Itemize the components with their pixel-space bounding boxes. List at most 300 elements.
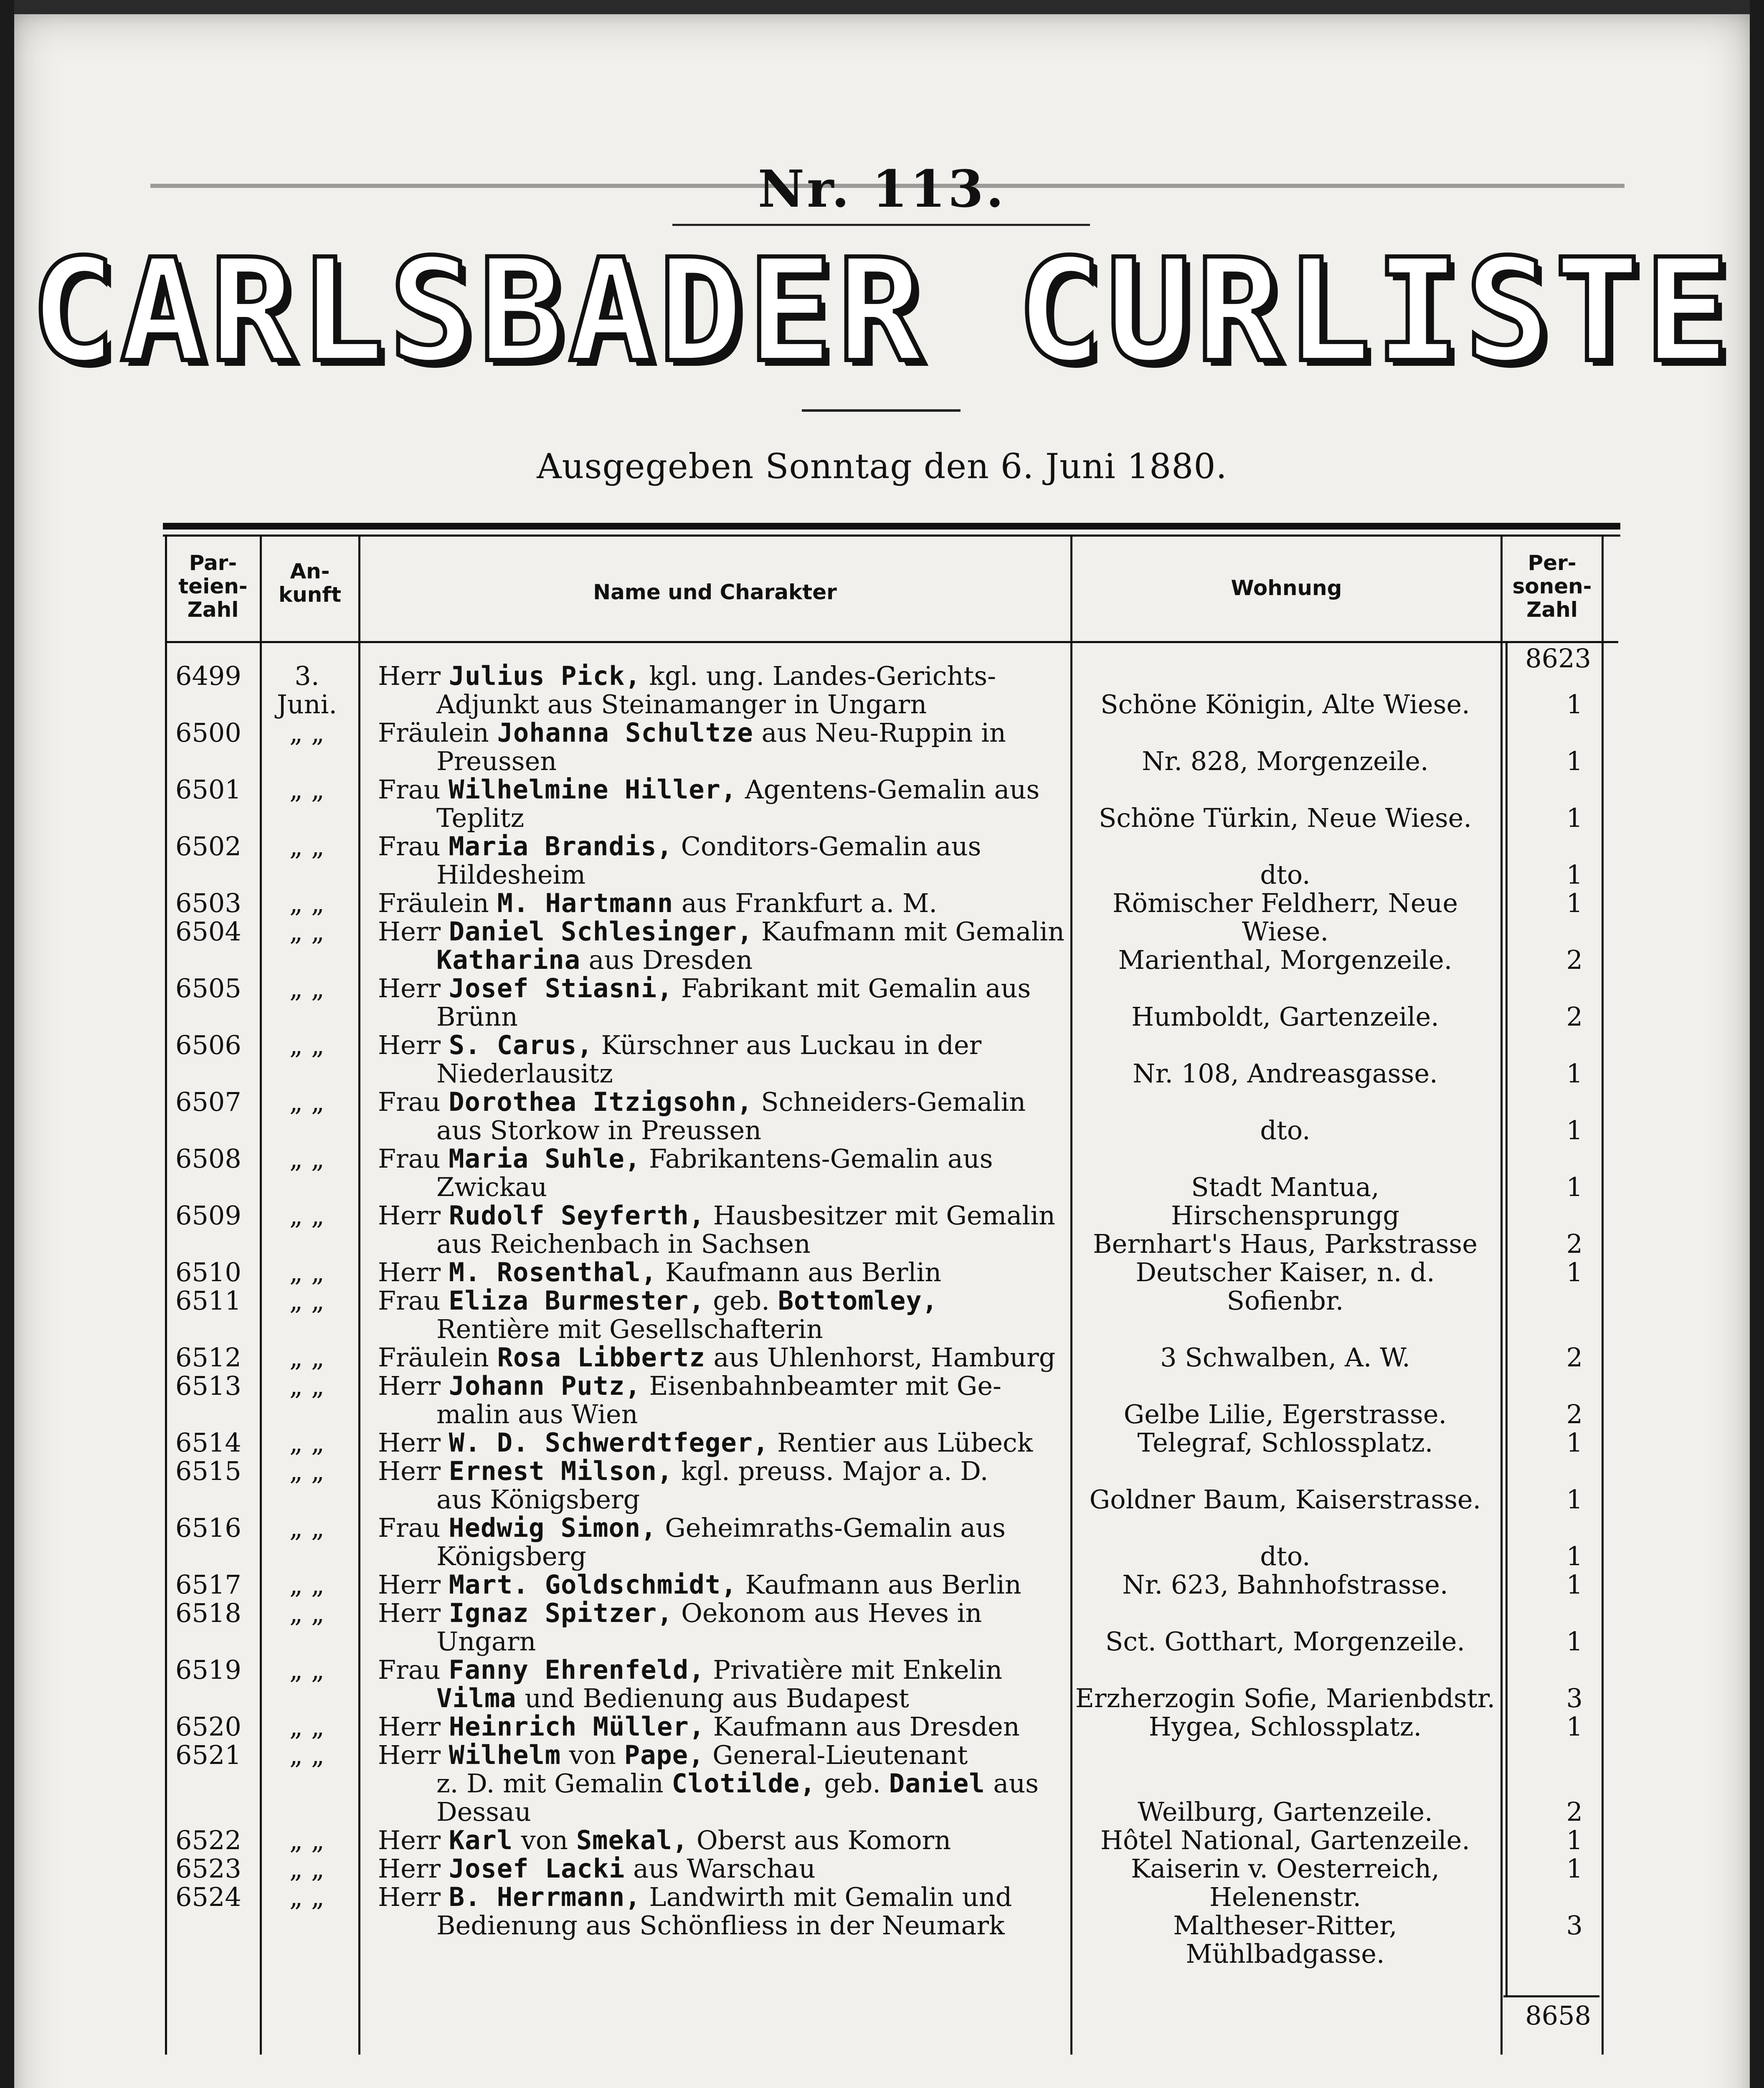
name-line	[378, 1343, 1069, 1372]
companion-name: Clotilde,	[672, 1768, 816, 1799]
name-and-character	[378, 1372, 1069, 1429]
page-title: CARLSBADER CURLISTE	[30, 228, 1734, 394]
persons-count: 1	[1566, 859, 1583, 890]
title-prefix: Frau	[378, 1655, 441, 1685]
arrival-date: „ „	[289, 1569, 324, 1600]
persons-count: 1	[1566, 1541, 1583, 1571]
party-number: 6521	[175, 1740, 241, 1770]
party-number: 6512	[175, 1342, 241, 1373]
guest-description: Fabrikant mit Gemalin aus	[681, 973, 1031, 1003]
residence: Hygea, Schlossplatz.	[1148, 1711, 1422, 1742]
guest-name: Johanna Schultze	[497, 717, 753, 748]
party-number: 6504	[175, 916, 241, 947]
name-line	[378, 832, 1069, 861]
table-row	[0, 1741, 1764, 1826]
name-line	[378, 1883, 1069, 1911]
guest-description: Adjunkt aus Steinamanger in Ungarn	[436, 689, 927, 720]
guest-description: Kaufmann aus Berlin	[665, 1257, 942, 1287]
party-number: 6508	[175, 1143, 241, 1174]
guest-name: Fanny Ehrenfeld,	[449, 1655, 705, 1685]
name-line	[378, 1741, 1069, 1769]
residence: 3 Schwalben, A. W.	[1160, 1342, 1410, 1373]
arrival-date: „ „	[289, 1853, 324, 1884]
residence: Marienthal, Morgenzeile.	[1118, 945, 1452, 975]
name-line	[378, 1457, 1069, 1485]
residence: Kaiserin v. Oesterreich, Helenenstr.	[1131, 1853, 1440, 1912]
guest-description: Königsberg	[436, 1541, 586, 1571]
name-and-character	[378, 974, 1069, 1031]
party-number: 6499	[175, 661, 241, 691]
residence: Gelbe Lilie, Egerstrasse.	[1123, 1399, 1447, 1429]
companion-name: Vilma	[436, 1683, 517, 1713]
name-and-character	[378, 1826, 1069, 1855]
guest-description: Privatière mit Enkelin	[713, 1655, 1003, 1685]
header-partei-line: teien-	[178, 574, 248, 598]
name-line	[378, 1400, 1069, 1429]
name-and-character	[378, 1656, 1069, 1713]
header-ankunft-line: An-	[290, 559, 330, 583]
residence: Goldner Baum, Kaiserstrasse.	[1089, 1484, 1481, 1515]
party-number: 6513	[175, 1371, 241, 1401]
guest-description: aus Uhlenhorst, Hamburg	[713, 1342, 1056, 1373]
name-and-character	[378, 1145, 1069, 1201]
persons-count: 1	[1566, 1058, 1583, 1089]
guest-description: z. D. mit Gemalin	[436, 1768, 664, 1799]
table-row	[0, 832, 1764, 889]
header-personen	[1503, 551, 1602, 621]
header-personen-line: Per-	[1528, 551, 1576, 575]
guest-description: geb.	[713, 1285, 770, 1316]
guest-name: Mart. Goldschmidt,	[449, 1569, 737, 1600]
name-line	[378, 690, 1069, 719]
arrival-date: „ „	[289, 1513, 324, 1543]
persons-count: 3	[1566, 1683, 1583, 1713]
name-and-character	[378, 1287, 1069, 1343]
guest-description: Preussen	[436, 746, 557, 776]
guest-description: Agentens-Gemalin aus	[745, 774, 1040, 805]
guest-name-secondary: Smekal,	[576, 1825, 689, 1855]
arrival-date: „ „	[289, 1825, 324, 1855]
persons-count: 1	[1566, 1484, 1583, 1515]
guest-name: Maria Brandis,	[449, 831, 673, 862]
guest-description: Kaufmann mit Gemalin	[761, 916, 1064, 947]
arrival-date: „ „	[289, 717, 324, 748]
table-row	[0, 1031, 1764, 1088]
party-number: 6505	[175, 973, 241, 1003]
table-top-thin-rule	[163, 535, 1620, 537]
name-and-character	[378, 832, 1069, 889]
arrival-date: „ „	[289, 1882, 324, 1912]
name-line	[378, 1542, 1069, 1571]
persons-count: 1	[1566, 1711, 1583, 1742]
name-line	[378, 1315, 1069, 1343]
total-rule	[1503, 1995, 1599, 1997]
party-number: 6522	[175, 1825, 241, 1855]
name-and-character	[378, 1741, 1069, 1826]
name-and-character	[378, 662, 1069, 719]
arrival-date: „ „	[289, 1655, 324, 1685]
persons-count: 1	[1566, 746, 1583, 776]
title-prefix: Herr	[378, 661, 441, 691]
guest-description: Oberst aus Komorn	[696, 1825, 951, 1855]
name-line	[378, 719, 1069, 747]
arrival-date: „ „	[289, 1143, 324, 1174]
guest-name: Rosa Libbertz	[497, 1342, 705, 1373]
persons-count: 2	[1566, 1229, 1583, 1259]
party-number: 6523	[175, 1853, 241, 1884]
guest-description: Conditors-Gemalin aus	[681, 831, 981, 862]
name-and-character	[378, 775, 1069, 832]
persons-count: 1	[1566, 888, 1583, 918]
arrival-date: „ „	[289, 1342, 324, 1373]
header-personen-line: sonen-	[1512, 574, 1592, 598]
guest-description: Kürschner aus Luckau in der	[601, 1030, 982, 1060]
table-row	[0, 974, 1764, 1031]
name-line	[378, 1826, 1069, 1855]
table-row	[0, 775, 1764, 832]
party-number: 6503	[175, 888, 241, 918]
party-number: 6517	[175, 1569, 241, 1600]
name-line	[378, 775, 1069, 804]
name-and-character	[378, 1343, 1069, 1372]
residence: Nr. 623, Bahnhofstrasse.	[1122, 1569, 1448, 1600]
name-and-character	[378, 1883, 1069, 1940]
guest-description: aus Frankfurt a. M.	[681, 888, 938, 918]
name-line	[378, 1429, 1069, 1457]
guest-description: von	[569, 1740, 616, 1770]
guest-name: Dorothea Itzigsohn,	[449, 1087, 753, 1117]
guest-name: W. D. Schwerdtfeger,	[449, 1427, 769, 1458]
guest-description: Eisenbahnbeamter mit Ge-	[649, 1371, 1001, 1401]
table-row	[0, 917, 1764, 974]
persons-count: 1	[1566, 1427, 1583, 1458]
arrival-date: „ „	[289, 973, 324, 1003]
party-number: 6510	[175, 1257, 241, 1287]
header-wohnung: Wohnung	[1231, 576, 1342, 600]
guest-name-secondary: Pape,	[624, 1740, 705, 1770]
guest-description: von	[521, 1825, 568, 1855]
name-and-character	[378, 1031, 1069, 1088]
party-number: 6500	[175, 717, 241, 748]
guest-description: Landwirth mit Gemalin und	[649, 1882, 1012, 1912]
name-and-character	[378, 1599, 1069, 1656]
header-ankunft	[262, 560, 358, 606]
name-line	[378, 1258, 1069, 1287]
guest-description: Kaufmann aus Dresden	[713, 1711, 1020, 1742]
name-line	[378, 1088, 1069, 1116]
header-name: Name und Charakter	[593, 580, 837, 604]
guest-name: S. Carus,	[449, 1030, 593, 1060]
name-line	[378, 1798, 1069, 1826]
title-ornament	[802, 409, 961, 412]
guest-name: Ernest Milson,	[449, 1456, 673, 1486]
name-line	[378, 1059, 1069, 1088]
guest-description: und Bedienung aus Budapest	[525, 1683, 909, 1713]
title-prefix: Herr	[378, 1200, 441, 1231]
residence: Nr. 828, Morgenzeile.	[1142, 746, 1429, 776]
name-line	[378, 662, 1069, 690]
residence: Sct. Gotthart, Morgenzeile.	[1105, 1626, 1465, 1657]
issue-number-underline	[672, 224, 1090, 226]
arrival-date: 3. Juni.	[276, 661, 337, 720]
party-number: 6515	[175, 1456, 241, 1486]
arrival-date: „ „	[289, 916, 324, 947]
residence: Erzherzogin Sofie, Marienbdstr.	[1075, 1683, 1495, 1713]
guest-description: Hildesheim	[436, 859, 586, 890]
title-prefix: Frau	[378, 1143, 441, 1174]
name-and-character	[378, 1713, 1069, 1741]
guest-description: malin aus Wien	[436, 1399, 638, 1429]
party-number: 6524	[175, 1882, 241, 1912]
guest-description: Bedienung aus Schönfliess in der Neumark	[436, 1910, 1005, 1941]
arrival-date: „ „	[289, 1200, 324, 1231]
guest-description: aus Reichenbach in Sachsen	[436, 1229, 811, 1259]
arrival-date: „ „	[289, 1740, 324, 1770]
name-line	[378, 747, 1069, 775]
title-prefix: Frau	[378, 1285, 441, 1316]
header-personen-line: Zahl	[1526, 598, 1578, 622]
guest-description: aus Königsberg	[436, 1484, 640, 1515]
guest-description: Kaufmann aus Berlin	[745, 1569, 1021, 1600]
residence: Bernhart's Haus, Parkstrasse	[1093, 1229, 1478, 1259]
party-number: 6506	[175, 1030, 241, 1060]
guest-name: Johann Putz,	[449, 1371, 641, 1401]
title-prefix: Frau	[378, 1513, 441, 1543]
persons-count: 3	[1566, 1910, 1583, 1941]
persons-count: 1	[1566, 689, 1583, 720]
name-line	[378, 1485, 1069, 1514]
title-prefix: Herr	[378, 1257, 441, 1287]
party-number: 6520	[175, 1711, 241, 1742]
name-line	[378, 1145, 1069, 1173]
title-prefix: Frau	[378, 1087, 441, 1117]
name-line	[378, 1372, 1069, 1400]
party-number: 6507	[175, 1087, 241, 1117]
title-prefix: Herr	[378, 1371, 441, 1401]
table-row	[0, 662, 1764, 719]
table-top-rule	[163, 523, 1620, 530]
header-ankunft-line: kunft	[278, 583, 342, 607]
name-and-character	[378, 1855, 1069, 1883]
persons-count: 1	[1566, 1825, 1583, 1855]
title-prefix: Frau	[378, 774, 441, 805]
guest-description: General-Lieutenant	[712, 1740, 968, 1770]
name-line	[378, 1230, 1069, 1258]
title-prefix: Herr	[378, 1030, 441, 1060]
guest-name: Daniel Schlesinger,	[449, 916, 753, 947]
arrival-date: „ „	[289, 774, 324, 805]
party-number: 6509	[175, 1200, 241, 1231]
arrival-date: „ „	[289, 1257, 324, 1287]
table-row	[0, 1088, 1764, 1145]
title-prefix: Herr	[378, 1569, 441, 1600]
arrival-date: „ „	[289, 1087, 324, 1117]
party-number: 6502	[175, 831, 241, 862]
arrival-date: „ „	[289, 831, 324, 862]
guest-description: aus Dresden	[588, 945, 753, 975]
title-prefix: Fräulein	[378, 1342, 489, 1373]
guest-name: M. Hartmann	[497, 888, 674, 918]
residence: Stadt Mantua, Hirschensprungg	[1171, 1172, 1399, 1231]
party-number: 6501	[175, 774, 241, 805]
arrival-date: „ „	[289, 1456, 324, 1486]
title-prefix: Herr	[378, 973, 441, 1003]
guest-description: Fabrikantens-Gemalin aus	[649, 1143, 993, 1174]
guest-name: Heinrich Müller,	[449, 1711, 705, 1742]
party-number: 6516	[175, 1513, 241, 1543]
header-partei-line: Zahl	[187, 598, 239, 622]
guest-description: Dessau	[436, 1797, 531, 1827]
residence: dto.	[1260, 1115, 1310, 1145]
guest-name: B. Herrmann,	[449, 1882, 641, 1912]
name-line	[378, 1003, 1069, 1031]
residence: Nr. 108, Andreasgasse.	[1133, 1058, 1438, 1089]
name-and-character	[378, 1201, 1069, 1258]
carried-total: 8623	[1525, 643, 1591, 674]
title-prefix: Herr	[378, 1711, 441, 1742]
header-partei-line: Par-	[189, 551, 237, 575]
name-and-character	[378, 1571, 1069, 1599]
guest-name: Wilhelm	[449, 1740, 561, 1770]
scan-edge-top	[0, 0, 1764, 14]
party-number: 6514	[175, 1427, 241, 1458]
name-line	[378, 1713, 1069, 1741]
name-and-character	[378, 1088, 1069, 1145]
guest-description: Niederlausitz	[436, 1058, 613, 1089]
guest-description: Rentière mit Gesellschafterin	[436, 1314, 823, 1344]
guest-description: Zwickau	[436, 1172, 547, 1202]
name-line	[378, 917, 1069, 946]
title-prefix: Herr	[378, 1427, 441, 1458]
name-line	[378, 1287, 1069, 1315]
name-line	[378, 974, 1069, 1003]
guest-name: Karl	[449, 1825, 513, 1855]
title-prefix: Herr	[378, 1882, 441, 1912]
persons-count: 1	[1566, 1172, 1583, 1202]
persons-count: 2	[1566, 1342, 1583, 1373]
arrival-date: „ „	[289, 1285, 324, 1316]
residence: Telegraf, Schlossplatz.	[1137, 1427, 1433, 1458]
arrival-date: „ „	[289, 1711, 324, 1742]
residence: dto.	[1260, 859, 1310, 890]
title-prefix: Herr	[378, 1456, 441, 1486]
residence: Weilburg, Gartenzeile.	[1138, 1797, 1433, 1827]
name-line	[378, 1855, 1069, 1883]
guest-description: Geheimraths-Gemalin aus	[665, 1513, 1006, 1543]
persons-count: 1	[1566, 1257, 1583, 1287]
table-row	[0, 719, 1764, 775]
name-line	[378, 861, 1069, 889]
residence: Schöne Türkin, Neue Wiese.	[1098, 803, 1472, 833]
guest-description: Schneiders-Gemalin	[761, 1087, 1026, 1117]
guest-name: Ignaz Spitzer,	[449, 1598, 673, 1628]
name-and-character	[378, 1457, 1069, 1514]
guest-name: Julius Pick,	[449, 661, 641, 691]
table-row	[0, 1599, 1764, 1656]
companion-name: Katharina	[436, 945, 580, 975]
arrival-date: „ „	[289, 888, 324, 918]
name-and-character	[378, 1429, 1069, 1457]
name-line	[378, 1514, 1069, 1542]
residence: Deutscher Kaiser, n. d. Sofienbr.	[1135, 1257, 1435, 1316]
persons-count: 2	[1566, 1399, 1583, 1429]
guest-name: Rudolf Seyferth,	[449, 1200, 705, 1231]
guest-description: Brünn	[436, 1001, 518, 1032]
title-prefix: Herr	[378, 916, 441, 947]
residence: Humboldt, Gartenzeile.	[1131, 1001, 1439, 1032]
guest-description: aus Neu-Ruppin in	[761, 717, 1006, 748]
arrival-date: „ „	[289, 1427, 324, 1458]
persons-count: 1	[1566, 803, 1583, 833]
name-line	[378, 804, 1069, 832]
name-line	[378, 1116, 1069, 1145]
persons-count: 1	[1566, 1626, 1583, 1657]
name-line	[378, 1627, 1069, 1656]
guest-name: Hedwig Simon,	[449, 1513, 657, 1543]
header-bottom-rule	[165, 641, 1618, 643]
table-row	[0, 1372, 1764, 1429]
persons-count: 1	[1566, 1853, 1583, 1884]
title-prefix: Frau	[378, 831, 441, 862]
companion-name: Daniel	[889, 1768, 985, 1799]
name-line	[378, 1599, 1069, 1627]
persons-count: 2	[1566, 945, 1583, 975]
title-prefix: Herr	[378, 1740, 441, 1770]
residence: Maltheser-Ritter, Mühlbadgasse.	[1173, 1910, 1397, 1969]
party-number: 6519	[175, 1655, 241, 1685]
guest-description: Hausbesitzer mit Gemalin	[713, 1200, 1055, 1231]
guest-description: Rentier aus Lübeck	[777, 1427, 1033, 1458]
name-line	[378, 946, 1069, 974]
guest-description: kgl. preuss. Major a. D.	[681, 1456, 988, 1486]
table-row	[0, 1514, 1764, 1571]
final-total: 8658	[1525, 2000, 1591, 2031]
residence: Römischer Feldherr, Neue Wiese.	[1112, 888, 1458, 947]
arrival-date: „ „	[289, 1598, 324, 1628]
title-prefix: Herr	[378, 1853, 441, 1884]
guest-description: aus Storkow in Preussen	[436, 1115, 762, 1145]
title-prefix: Fräulein	[378, 888, 489, 918]
table-row	[0, 1656, 1764, 1713]
title-prefix: Herr	[378, 1825, 441, 1855]
residence: Schöne Königin, Alte Wiese.	[1100, 689, 1470, 720]
party-number: 6518	[175, 1598, 241, 1628]
name-line	[378, 1173, 1069, 1201]
guest-description: aus	[993, 1768, 1039, 1799]
name-and-character	[378, 917, 1069, 974]
issue-number: Nr. 113.	[758, 159, 1006, 219]
guest-name: Maria Suhle,	[449, 1143, 641, 1174]
table-row	[0, 1201, 1764, 1258]
name-and-character	[378, 1258, 1069, 1287]
guest-description: geb.	[824, 1768, 881, 1799]
title-prefix: Herr	[378, 1598, 441, 1628]
guest-name: Eliza Burmester,	[449, 1285, 705, 1316]
guest-description: aus Warschau	[633, 1853, 816, 1884]
guest-name: Josef Stiasni,	[449, 973, 673, 1003]
guest-description: Ungarn	[436, 1626, 536, 1657]
name-line	[378, 1769, 1069, 1798]
persons-count: 2	[1566, 1797, 1583, 1827]
table-row	[0, 1287, 1764, 1343]
residence: Hôtel National, Gartenzeile.	[1100, 1825, 1470, 1855]
name-line	[378, 1911, 1069, 1940]
guest-description: Oekonom aus Heves in	[681, 1598, 982, 1628]
arrival-date: „ „	[289, 1030, 324, 1060]
name-line	[378, 1031, 1069, 1059]
name-and-character	[378, 719, 1069, 775]
guest-name: M. Rosenthal,	[449, 1257, 657, 1287]
